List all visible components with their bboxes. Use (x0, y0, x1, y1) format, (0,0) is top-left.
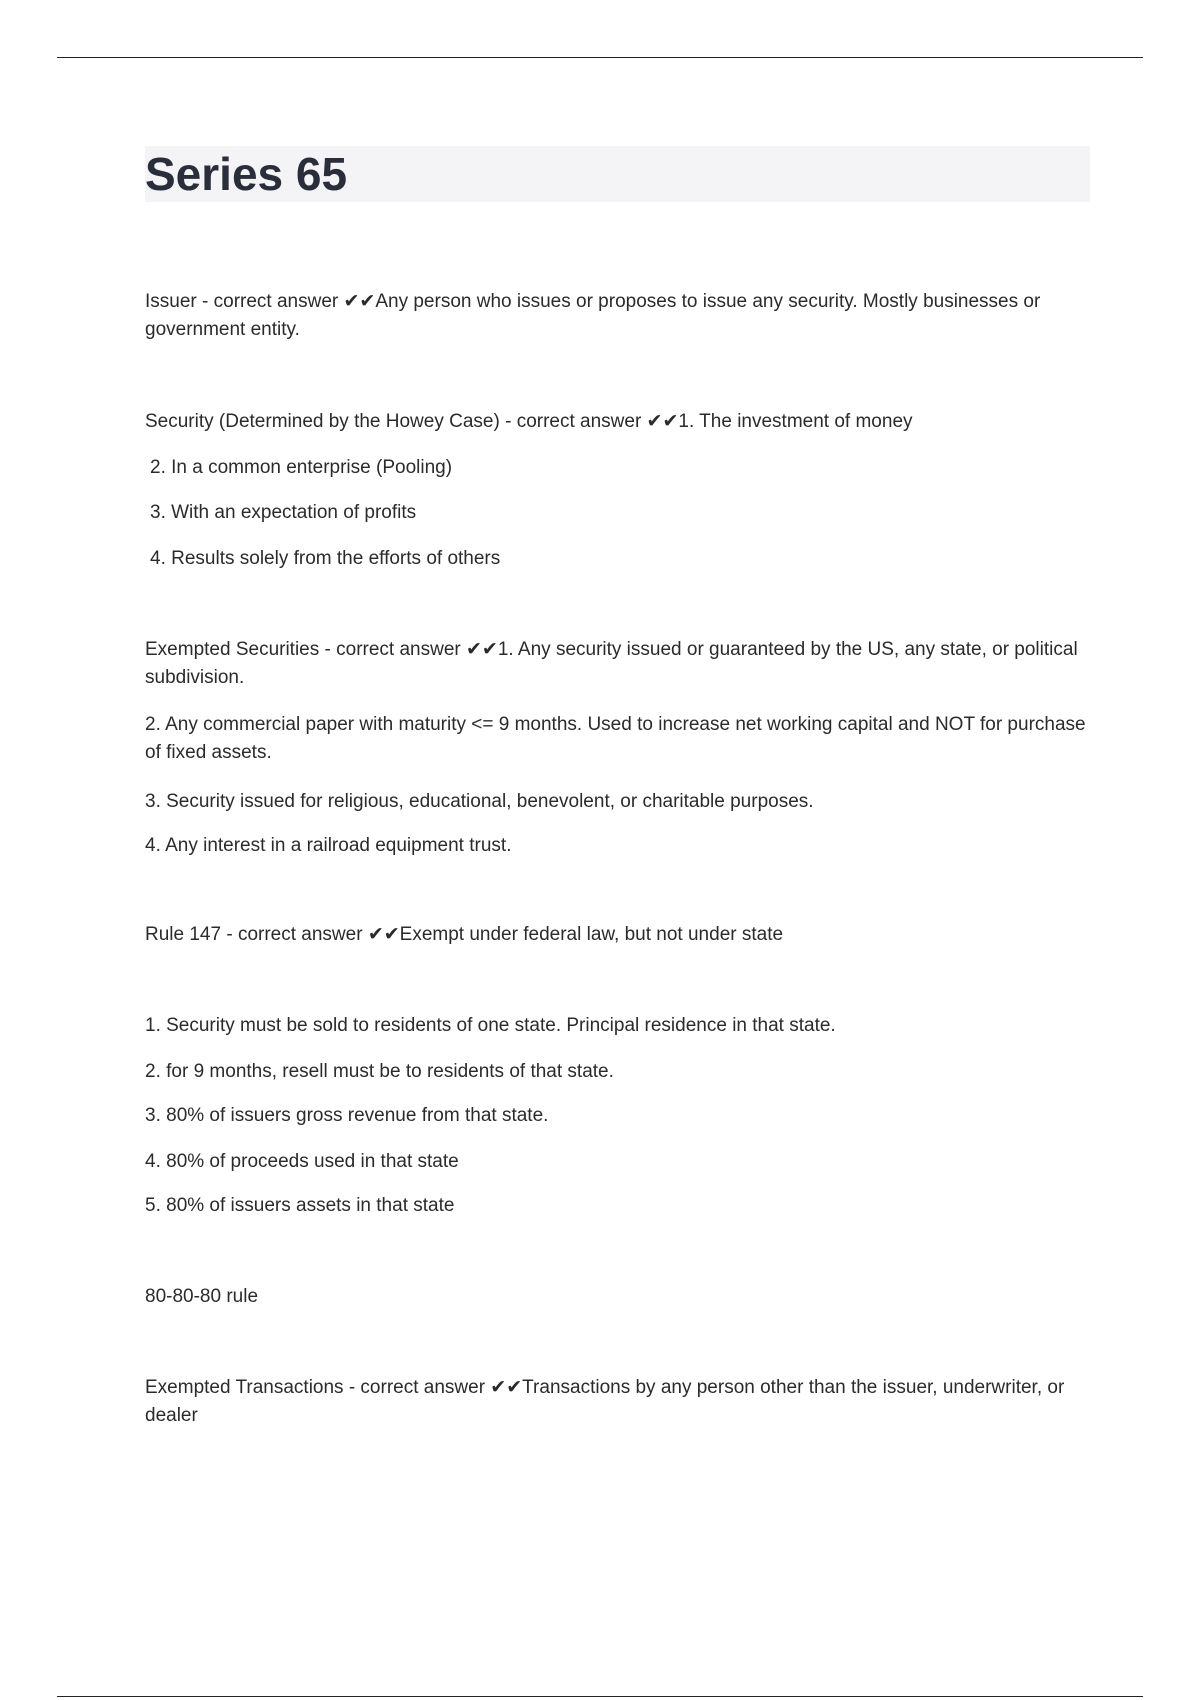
entry-security-item-3: 3. With an expectation of profits (150, 502, 417, 523)
entry-exempted-securities-item-3: 3. Security issued for religious, educational, benevolent, or charitable purposes. (145, 791, 814, 812)
document-page (145, 146, 1090, 1426)
entry-rule-147-item-1: 1. Security must be sold to residents of one state. Principal residence in that state. (145, 1015, 836, 1036)
entry-rule-147-item-3: 3. 80% of issuers gross revenue from that state. (145, 1105, 549, 1126)
entry-exempted-transactions-question: Exempted Transactions - correct answer ✔✔Transactions by any person other than the issuer, underwriter, or dealer (145, 1377, 1065, 1426)
entry-rule-147-item-4: 4. 80% of proceeds used in that state (145, 1151, 459, 1172)
document-title: Series 65 (145, 148, 348, 200)
entry-security-question: Security (Determined by the Howey Case) - correct answer ✔✔1. The investment of money (145, 411, 913, 432)
title-band (145, 146, 1090, 202)
entry-rule-147-item-2: 2. for 9 months, resell must be to residents of that state. (145, 1061, 614, 1082)
bottom-divider (57, 1696, 1143, 1697)
entry-security-item-2: 2. In a common enterprise (Pooling) (150, 457, 453, 478)
top-divider (57, 57, 1143, 58)
entry-exempted-securities-question: Exempted Securities - correct answer ✔✔1. Any security issued or guaranteed by the US, any state, or political subdivision. (145, 639, 1078, 688)
entry-rule-147-item-5: 5. 80% of issuers assets in that state (145, 1195, 455, 1216)
entry-security-item-4: 4. Results solely from the efforts of others (150, 548, 501, 569)
entry-80-80-80-rule: 80-80-80 rule (145, 1286, 259, 1307)
entry-issuer: Issuer - correct answer ✔✔Any person who issues or proposes to issue any security. Mostly businesses or government entity. (145, 291, 1041, 340)
entry-exempted-securities-item-2: 2. Any commercial paper with maturity <= 9 months. Used to increase net working capital and NOT for purchase of fixed assets. (145, 714, 1086, 763)
entry-exempted-securities-item-4: 4. Any interest in a railroad equipment trust. (145, 835, 512, 856)
entry-rule-147-question: Rule 147 - correct answer ✔✔Exempt under federal law, but not under state (145, 924, 784, 945)
